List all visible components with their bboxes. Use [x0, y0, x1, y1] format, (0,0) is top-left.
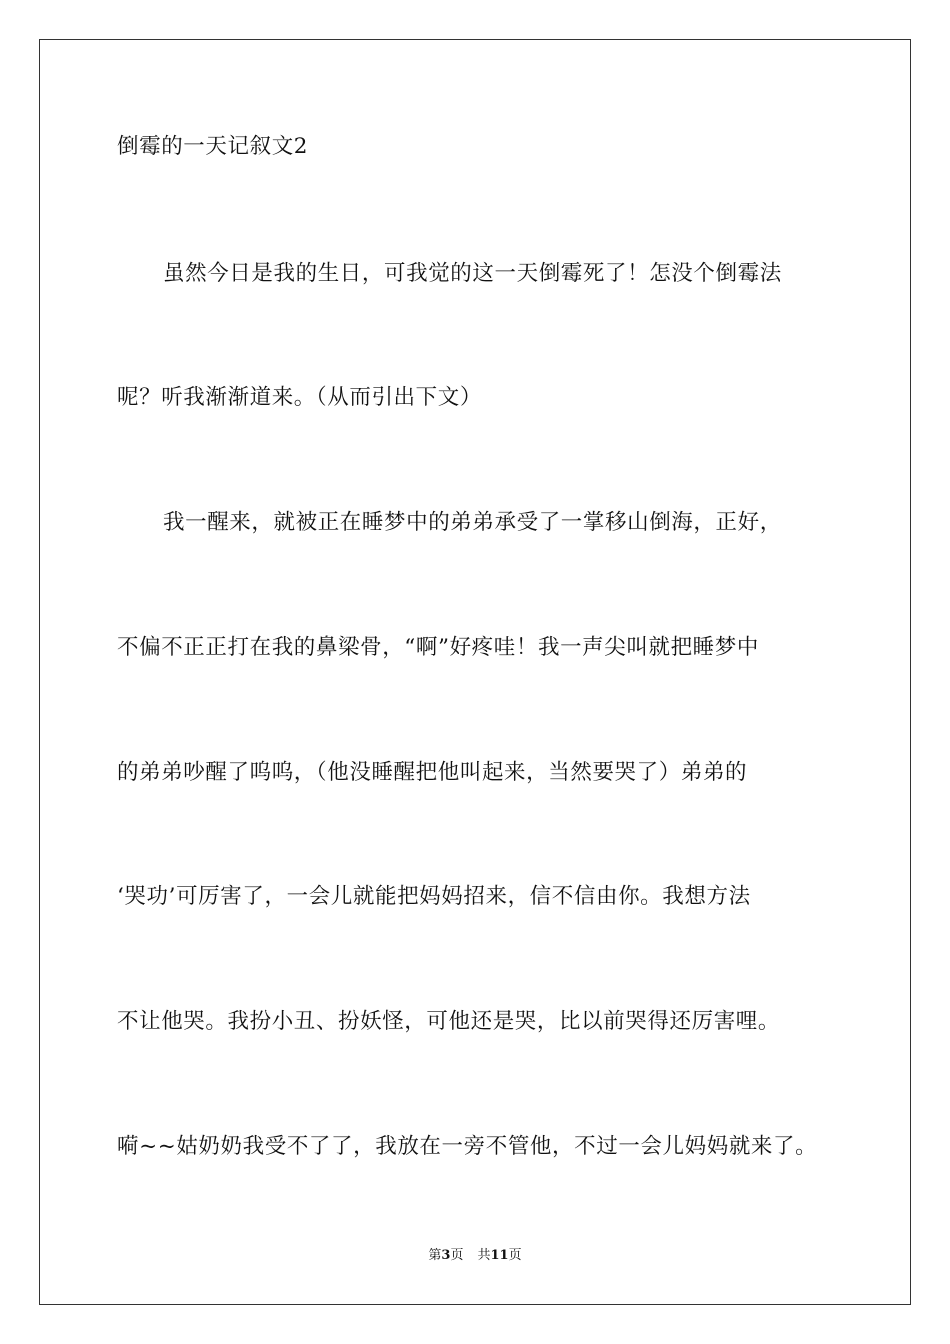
paragraph-line: ‘哭功’可厉害了，一会儿就能把妈妈招来，信不信由你。我想方法 [117, 884, 751, 909]
paragraph-line: 嗬~~姑奶奶我受不了了，我放在一旁不管他，不过一会儿妈妈就来了。 [117, 1134, 818, 1159]
paragraph-line: 我一醒来，就被正在睡梦中的弟弟承受了一掌移山倒海，正好， [163, 510, 782, 535]
document-title: 倒霉的一天记叙文2 [117, 134, 309, 159]
total-prefix: 共 [477, 1248, 491, 1263]
page-footer [0, 1247, 950, 1265]
page-suffix: 页 [450, 1248, 464, 1263]
paragraph-line: 不让他哭。我扮小丑、扮妖怪，可他还是哭，比以前哭得还厉害哩。 [117, 1009, 781, 1034]
total-suffix: 页 [508, 1248, 522, 1263]
page-prefix: 第 [428, 1248, 442, 1263]
page-frame [39, 39, 911, 1305]
total-pages: 11 [490, 1248, 509, 1263]
page-number: 3 [441, 1248, 451, 1263]
paragraph-line: 不偏不正正打在我的鼻梁骨，“啊”好疼哇！我一声尖叫就把睡梦中 [117, 635, 759, 660]
paragraph-line: 呢？听我渐渐道来。（从而引出下文） [117, 385, 482, 410]
paragraph-line: 虽然今日是我的生日，可我觉的这一天倒霉死了！怎没个倒霉法 [163, 261, 782, 286]
paragraph-line: 的弟弟吵醒了呜呜，（他没睡醒把他叫起来，当然要哭了）弟弟的 [117, 760, 748, 785]
